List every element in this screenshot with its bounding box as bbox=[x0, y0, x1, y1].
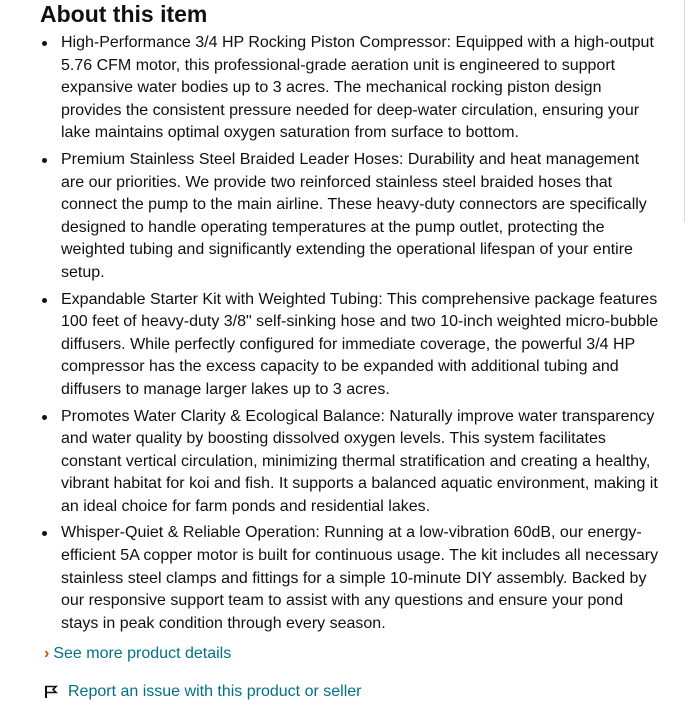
feature-bullet bbox=[40, 32, 660, 145]
feature-bullet bbox=[40, 522, 660, 635]
bullet-dot-icon bbox=[42, 158, 47, 163]
report-issue-link[interactable] bbox=[44, 682, 361, 702]
feature-bullet-text: Promotes Water Clarity & Ecological Balance: Naturally improve water transparency and water quality by boosting dissolved oxygen levels. This system facilitates constant vertical circulation, minimizing thermal stratification and creating a healthy, vibrant habitat for koi and fish. It supports a balanced aquatic environment, making it an ideal choice for farm ponds and residential lakes. bbox=[61, 407, 658, 515]
flag-icon bbox=[44, 685, 58, 699]
see-more-product-details-link[interactable] bbox=[40, 643, 660, 665]
see-more-label[interactable]: See more product details bbox=[53, 645, 232, 663]
section-title: About this item bbox=[40, 1, 208, 27]
bullet-dot-icon bbox=[42, 41, 47, 46]
bullet-dot-icon bbox=[42, 531, 47, 536]
feature-bullet bbox=[40, 149, 660, 285]
feature-bullet-list bbox=[40, 32, 660, 635]
report-issue-label[interactable]: Report an issue with this product or seller bbox=[68, 683, 362, 700]
about-this-item-section bbox=[40, 0, 660, 665]
feature-bullet-text: Expandable Starter Kit with Weighted Tubing: This comprehensive package features 100 feet of heavy-duty 3/8" self-sinking hose and two 10-inch weighted micro-bubble diffusers. While perfectly configured for immediate coverage, the powerful 3/4 HP compressor has the excess capacity to be expanded with additional tubing and diffusers to manage larger lakes up to 3 acres. bbox=[61, 290, 659, 398]
chevron-right-icon: › bbox=[44, 645, 50, 663]
feature-bullet-text: High-Performance 3/4 HP Rocking Piston Compressor: Equipped with a high-output 5.76 CFM motor, this professional-grade aeration unit is engineered to support expansive water bodies up to 3 acres. The mechanical rocking piston design provides the consistent pressure needed for deep-water circulation, ensuring your lake maintains optimal oxygen saturation from surface to bottom. bbox=[61, 34, 654, 142]
bullet-dot-icon bbox=[42, 415, 47, 420]
feature-bullet-text: Premium Stainless Steel Braided Leader Hoses: Durability and heat management are our priorities. We provide two reinforced stainless steel braided hoses that connect the pump to the main airline. These heavy-duty connectors are specifically designed to handle operating temperatures at the pump outlet, protecting the weighted tubing and significantly extending the operational lifespan of your entire setup. bbox=[61, 150, 647, 281]
bullet-dot-icon bbox=[42, 298, 47, 303]
feature-bullet-text: Whisper-Quiet & Reliable Operation: Running at a low-vibration 60dB, our energy-efficient 5A copper motor is built for continuous usage. The kit includes all necessary stainless steel clamps and fittings for a simple 10-minute DIY assembly. Backed by our responsive support team to assist with any questions and ensure your pond stays in peak condition through every season. bbox=[61, 524, 659, 632]
feature-bullet bbox=[40, 406, 660, 519]
feature-bullet bbox=[40, 289, 660, 402]
